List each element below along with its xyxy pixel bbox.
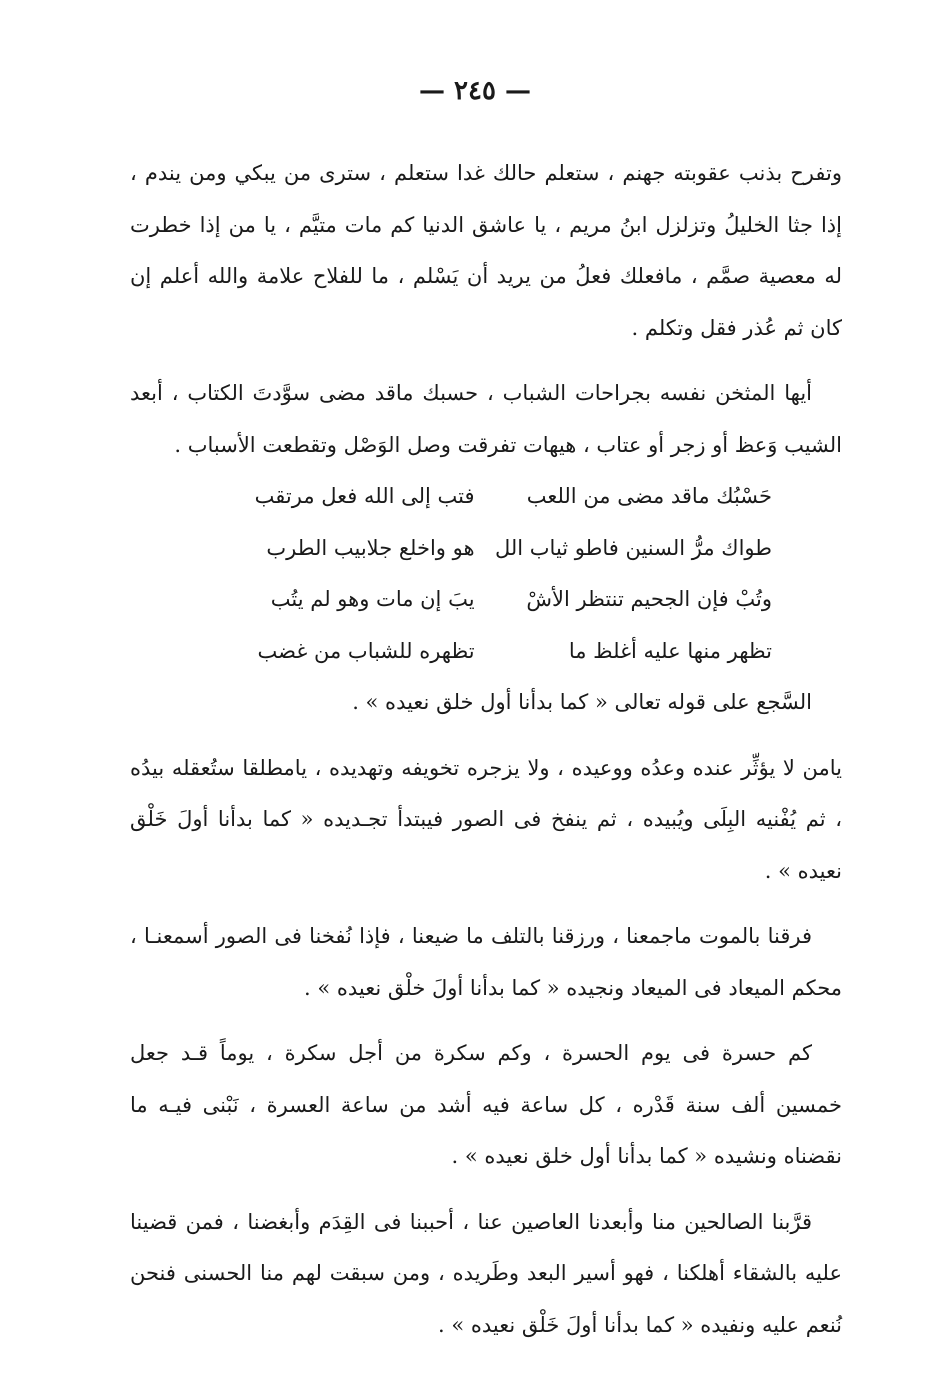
opening-paragraphs bbox=[130, 148, 842, 471]
paragraph bbox=[130, 743, 842, 898]
text-line: خَلْق نعيده » . bbox=[130, 807, 842, 883]
section-heading: السَّجع على قوله تعالى « كما بدأنا أول خلق نعيده » . bbox=[352, 690, 812, 714]
paragraph bbox=[130, 1028, 842, 1183]
text-line: خطرت له معصية صمَّم ، مافعلك فعلُ من يريد أن يَسْلم ، ما للفلاح علامة والله أعلم bbox=[130, 212, 842, 288]
text-line: الشيب وَعظ أو زجر أو عتاب ، هيهات تفرقت وصل الوَصْل وتقطعت الأسباب . bbox=[174, 432, 842, 457]
poem bbox=[130, 471, 842, 677]
text-line: أيها المثخن نفسه بجراحات الشباب ، حسبك ماقد مضى سوَّدتَ الكتاب ، أبعد bbox=[130, 381, 812, 405]
text-line: إذا جثا الخليلُ وتزلزل ابنُ مريم ، يا عاشق الدنيا كم مات متيَّم ، يا من إذا bbox=[199, 212, 842, 237]
paragraph bbox=[130, 1197, 842, 1352]
hemistich-left: يبَ إن مات وهو لم يتُب bbox=[270, 587, 475, 611]
paragraph bbox=[130, 368, 842, 471]
page-number: — ٢٤٥ — bbox=[418, 76, 532, 106]
verse bbox=[200, 523, 772, 575]
text-line: بيدُه ، ثم يُفْنيه البِلَى ويُبيده ، ثم ينفخ فى الصور فيبتدأ تجـديده « كما بدأنا أولَ bbox=[130, 755, 842, 831]
text-line: نُنعم عليه ونفيده « كما بدأنا أولَ خَلْق نعيده » . bbox=[438, 1312, 842, 1337]
text-line: كم حسرة فى يوم الحسرة ، وكم سكرة من أجل سكرة ، يوماً قـد جعل خمسين bbox=[130, 1041, 842, 1117]
text-line: « كما بدأنا أول خلق نعيده » . bbox=[451, 1144, 708, 1168]
text-line: إن كان ثم عُذر فقل وتكلم . bbox=[130, 264, 842, 340]
paragraph bbox=[130, 148, 842, 354]
text-line: عليه بالشقاء أهلكنا ، فهو أسير البعد وطَريده ، ومن سبقت لهم منا الحسنى فنحن bbox=[130, 1261, 842, 1285]
hemistich-left: هو واخلع جلابيب الطرب bbox=[266, 535, 475, 560]
hemistich-right: وتُبْ فإن الجحيم تنتظر الأشْ bbox=[526, 587, 772, 611]
hemistich-right: تظهر منها عليه أغلظ ما bbox=[568, 638, 772, 663]
text-line: ألف سنة قَدْره ، كل ساعة فيه أشد من ساعة العسرة ، نَبْنى فيـه ما نقضناه ونشيده bbox=[130, 1092, 842, 1168]
hemistich-left: فتب إلى الله فعل مرتقب bbox=[254, 484, 475, 508]
closing-paragraphs bbox=[130, 743, 842, 1352]
text-line: قرَّبنا الصالحين منا وأبعدنا العاصين عنا ، أحببنا فى القِدَم وأبغضنا ، فمن قضينا bbox=[130, 1209, 812, 1234]
verse bbox=[200, 626, 772, 678]
verse bbox=[200, 471, 772, 523]
hemistich-right: حَسْبُك ماقد مضى من اللعب bbox=[526, 484, 772, 508]
hemistich-right: طواك مرُّ السنين فاطو ثياب الل bbox=[494, 535, 772, 560]
text-line: يامن لا يؤثِّر عنده وعدُه ووعيده ، ولا يزجره تخويفه وتهديده ، يامطلقا ستُعقله bbox=[171, 755, 842, 780]
text-line: محكم الميعاد فى الميعاد ونجيده « كما بدأنا أولَ خلْق نعيده » . bbox=[304, 975, 842, 1000]
verse bbox=[200, 574, 772, 626]
hemistich-left: تظهره للشباب من غضب bbox=[257, 638, 475, 663]
body-text bbox=[130, 148, 842, 1351]
text-line: فرقنا بالموت ماجمعنا ، ورزقنا بالتلف ما ضيعنا ، فإذا نُفخنا فى الصور أسمعنـا ، bbox=[130, 924, 812, 948]
paragraph bbox=[130, 911, 842, 1014]
text-line: وتفرح بذنب عقوبته جهنم ، ستعلم حالك غدا ستعلم ، سترى من يبكي ومن يندم ، bbox=[130, 161, 842, 185]
